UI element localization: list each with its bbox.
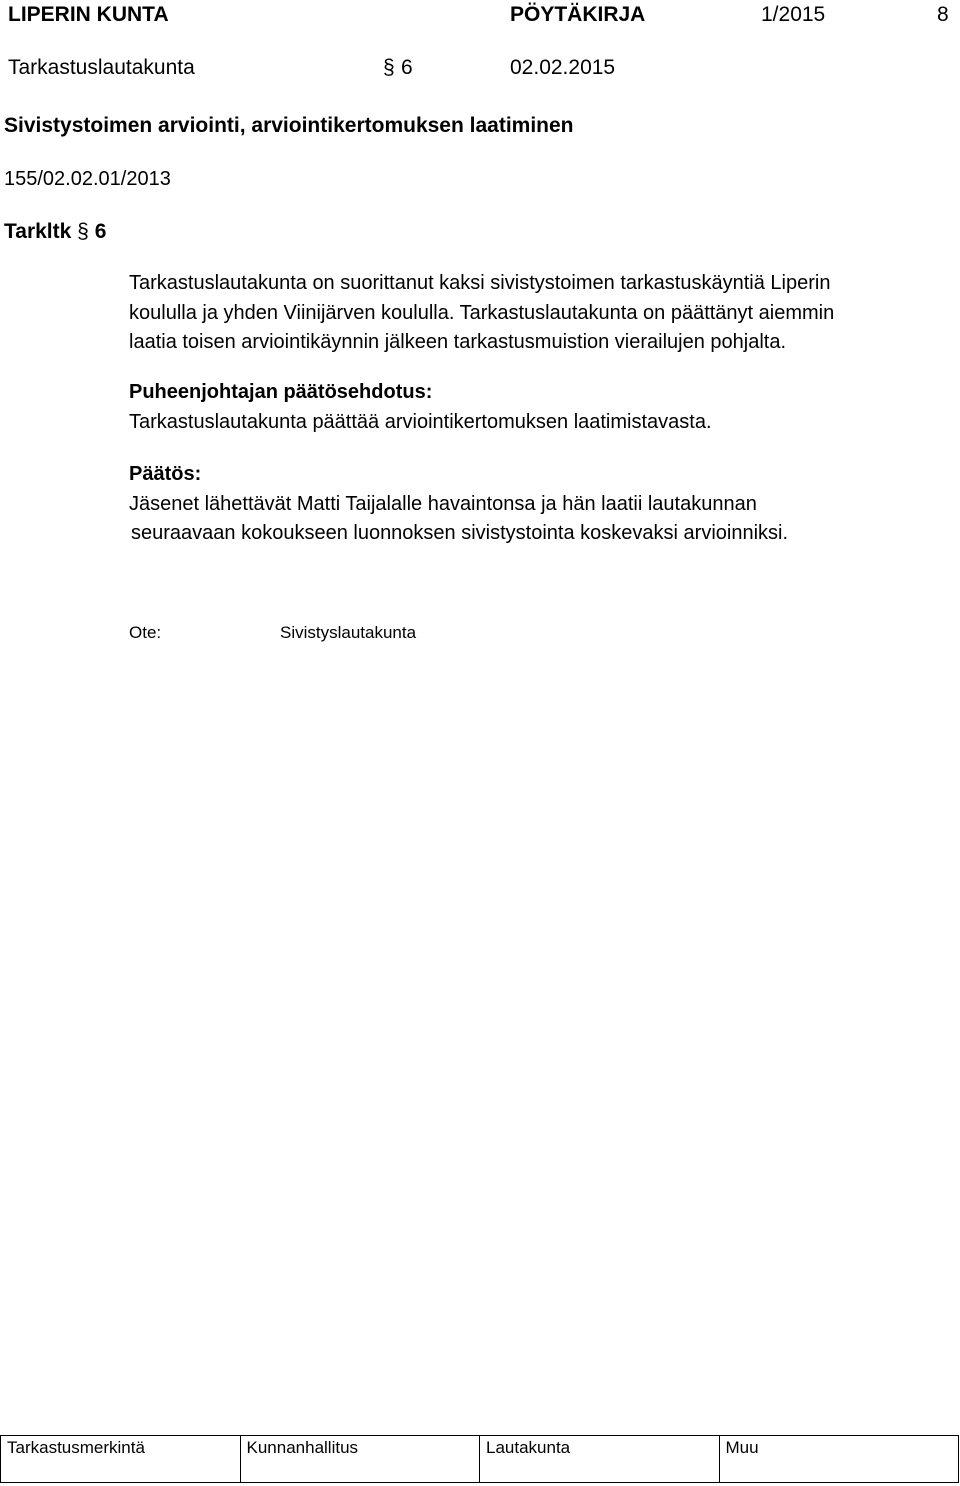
- footer-table: [0, 1435, 959, 1483]
- board-name: Tarkastuslautakunta: [8, 56, 195, 79]
- meeting-date: 02.02.2015: [510, 56, 616, 79]
- decision-heading: Päätös:: [129, 463, 202, 485]
- body-paragraph: [129, 269, 959, 358]
- excerpt-recipient: Sivistyslautakunta: [280, 623, 417, 642]
- meeting-number: 6: [401, 56, 413, 79]
- paragraph-line: Tarkastuslautakunta on suorittanut kaksi sivistystoimen tarkastuskäyntiä Liperin: [129, 272, 831, 294]
- section-symbol: §: [383, 56, 395, 79]
- footer-cell-muu: Muu: [719, 1436, 959, 1483]
- paragraph-line: koululla ja yhden Viinijärven koululla. Tarkastuslautakunta on päättänyt aiemmin: [129, 301, 835, 324]
- diary-number: 155/02.02.01/2013: [4, 168, 171, 190]
- footer-cell-kunnanhallitus: Kunnanhallitus: [240, 1436, 480, 1483]
- section-number: 6: [94, 220, 107, 243]
- decision-line: seuraavaan kokoukseen luonnoksen sivistystointa koskevaksi arvioinniksi.: [131, 522, 789, 544]
- page-number: 8: [937, 3, 949, 26]
- proposal-block: [129, 378, 959, 437]
- decision-line: Jäsenet lähettävät Matti Taijalalle havaintonsa ja hän laatii lautakunnan: [129, 492, 757, 515]
- document-type: PÖYTÄKIRJA: [510, 3, 646, 26]
- footer-cell-tarkastusmerkinta: Tarkastusmerkintä: [1, 1436, 241, 1483]
- excerpt-label: Ote:: [129, 623, 162, 642]
- footer-row: [1, 1436, 959, 1483]
- proposal-text: Tarkastuslautakunta päättää arviointikertomuksen laatimistavasta.: [129, 410, 712, 433]
- proposal-heading: Puheenjohtajan päätösehdotus:: [129, 381, 433, 403]
- document-number: 1/2015: [761, 3, 826, 26]
- section-label: Tarkltk: [4, 220, 72, 243]
- section-symbol-item: §: [77, 220, 89, 243]
- decision-block: [129, 460, 959, 549]
- item-title: Sivistystoimen arviointi, arviointikertomuksen laatiminen: [4, 114, 574, 137]
- municipality-name: LIPERIN KUNTA: [8, 3, 169, 26]
- footer-cell-lautakunta: Lautakunta: [480, 1436, 720, 1483]
- section-heading: [4, 220, 106, 244]
- paragraph-line: laatia toisen arviointikäynnin jälkeen tarkastusmuistion vierailujen pohjalta.: [129, 331, 787, 353]
